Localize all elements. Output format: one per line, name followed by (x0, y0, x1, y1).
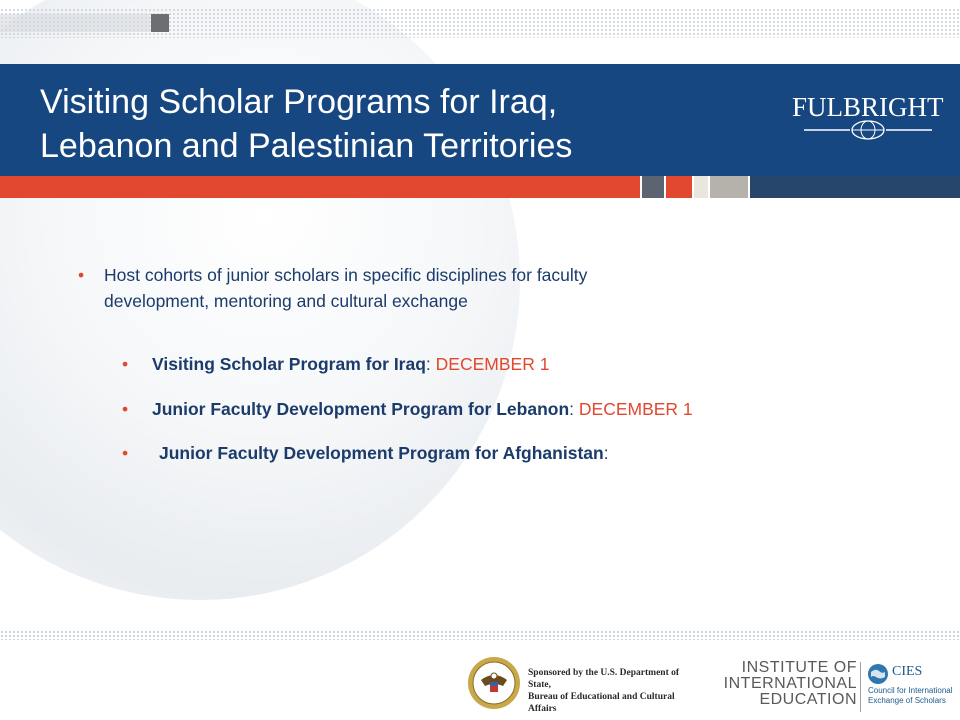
accent-block-tan (710, 176, 748, 198)
bullet-marker: • (122, 354, 129, 374)
program-name: Visiting Scholar Program for Iraq (152, 354, 426, 374)
program-item-afghanistan (122, 440, 922, 466)
bullet-marker: • (78, 265, 85, 285)
accent-block-light (694, 176, 708, 198)
program-name: Junior Faculty Development Program for Lebanon (152, 399, 570, 419)
main-bullet-text (104, 262, 798, 314)
cies-line-2: Exchange of Scholars (868, 696, 946, 705)
header-decor-square (151, 14, 169, 32)
deadline: DECEMBER 1 (578, 399, 693, 419)
accent-block-red (666, 176, 692, 198)
accent-stripe-red (0, 176, 640, 198)
cies-line-1: Council for International (868, 686, 953, 695)
bullet-marker: • (122, 443, 129, 463)
main-bullet-line-1: Host cohorts of junior scholars in specific disciplines for faculty (104, 265, 588, 285)
program-item-iraq (122, 351, 922, 377)
separator: : (603, 443, 609, 463)
slide-title-line-2: Lebanon and Palestinian Territories (40, 127, 573, 165)
footer-divider (860, 662, 861, 712)
iie-line-1: INSTITUTE OF (741, 659, 857, 676)
iie-line-3: EDUCATION (759, 691, 857, 708)
program-name: Junior Faculty Development Program for Afghanistan (159, 443, 604, 463)
slide-title (40, 80, 720, 168)
accent-block-gray (642, 176, 664, 198)
sponsor-line-1: Sponsored by the U.S. Department of State, (528, 668, 680, 690)
cies-name: CIES (892, 664, 923, 679)
main-bullet (78, 262, 798, 314)
header-decor-bar (0, 14, 150, 32)
bullet-marker: • (122, 399, 129, 419)
separator: : (425, 354, 436, 374)
cies-subtitle (868, 686, 958, 706)
sponsor-text (528, 667, 698, 715)
accent-stripe-navy (750, 176, 960, 198)
separator: : (569, 399, 579, 419)
dotted-pattern-bottom (0, 630, 960, 640)
state-department-seal-icon (467, 656, 521, 710)
iie-line-2: INTERNATIONAL (723, 675, 857, 692)
deadline: DECEMBER 1 (435, 354, 550, 374)
program-item-lebanon (122, 396, 922, 422)
fulbright-logo (790, 92, 945, 148)
slide-title-line-1: Visiting Scholar Programs for Iraq, (40, 83, 558, 121)
cies-globe-icon (867, 663, 889, 685)
iie-logo (712, 660, 857, 708)
fulbright-logo-text: FULBRIGHT (792, 92, 944, 122)
sponsor-line-2: Bureau of Educational and Cultural Affairs (528, 692, 675, 714)
main-bullet-line-2: development, mentoring and cultural exchange (104, 291, 468, 311)
